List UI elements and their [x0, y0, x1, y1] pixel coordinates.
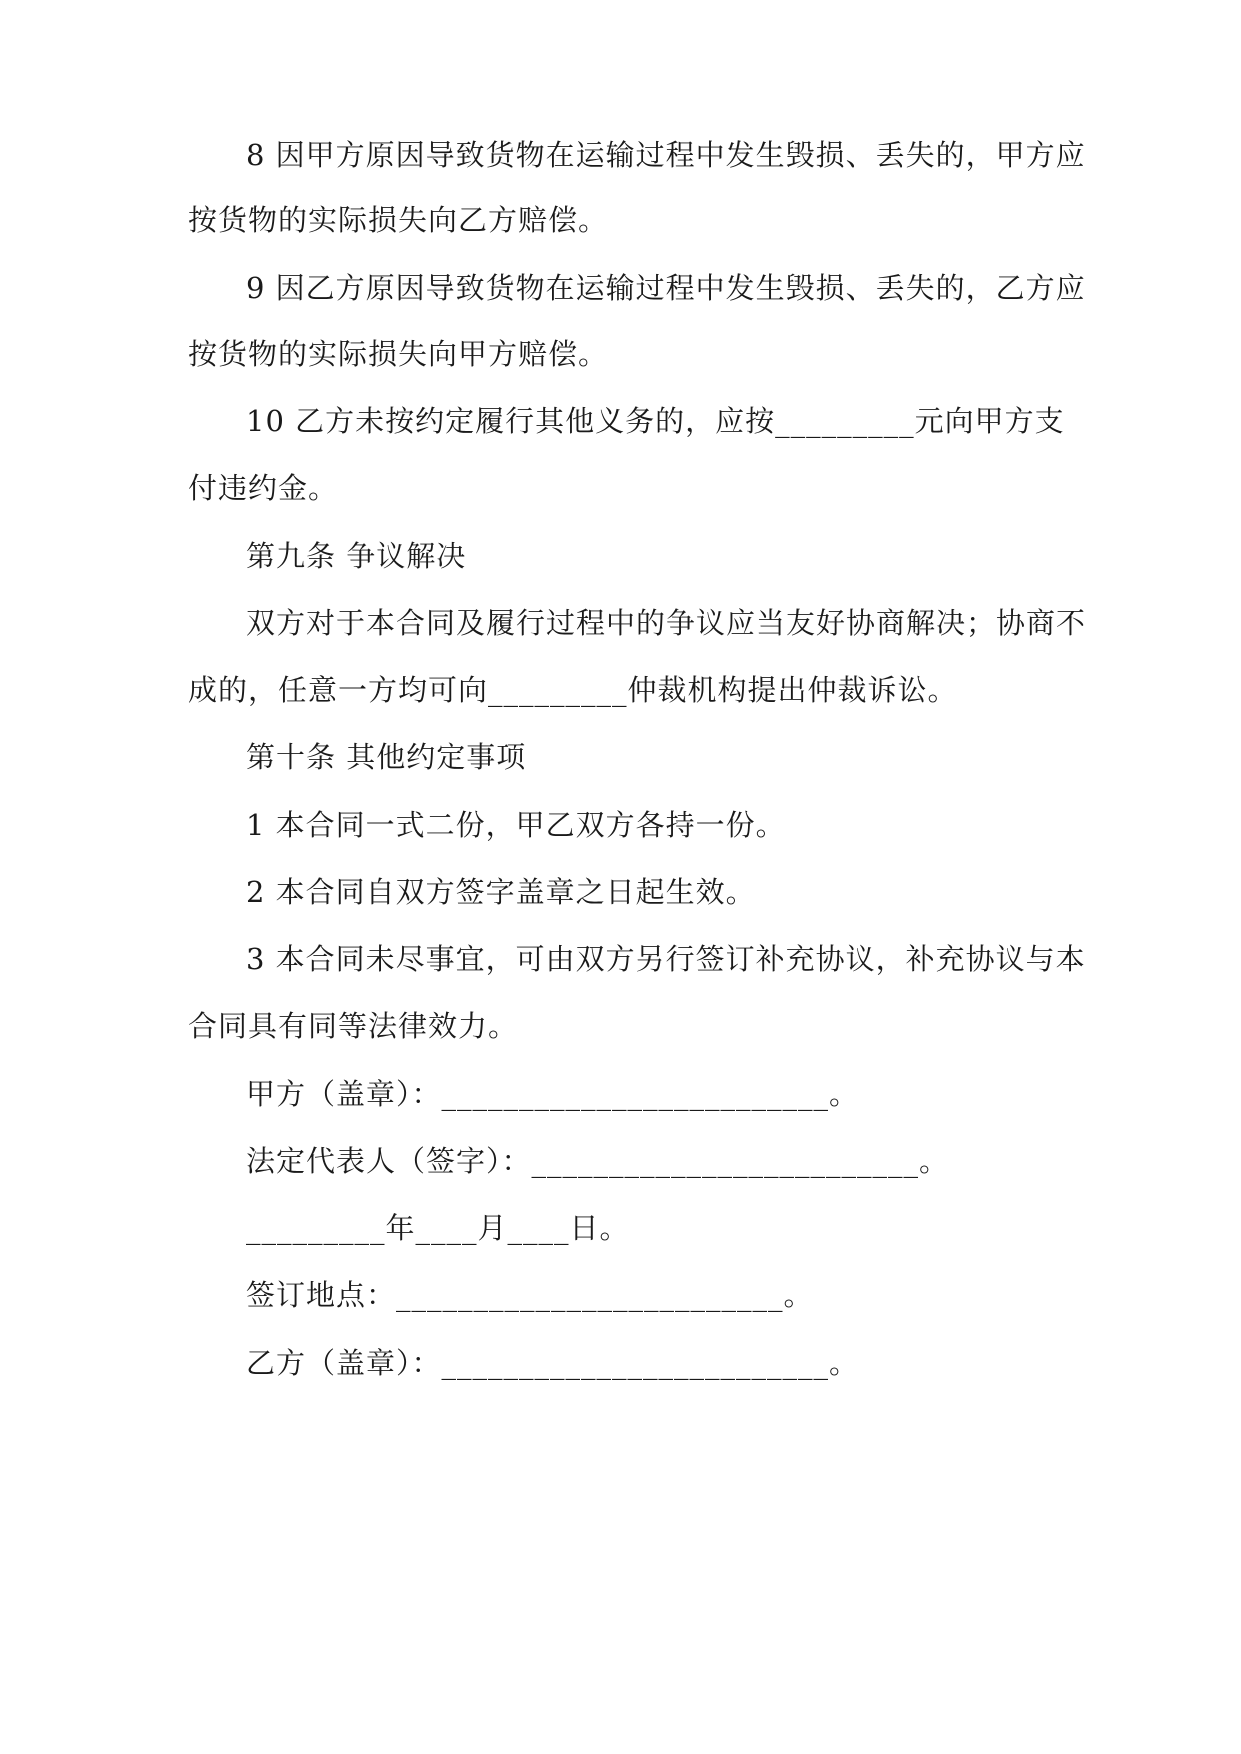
- signing-location-line: 签订地点：_________________________。: [246, 1278, 814, 1312]
- clause-9-line-1: 9 因乙方原因导致货物在运输过程中发生毁损、丢失的，乙方应: [246, 271, 1086, 305]
- clause-10-line-2: 付违约金。: [188, 471, 339, 505]
- article-10-item-1: 1 本合同一式二份，甲乙双方各持一份。: [246, 808, 786, 842]
- clause-9-line-2: 按货物的实际损失向甲方赔偿。: [188, 337, 609, 371]
- party-b-seal-line: 乙方（盖章）：_________________________。: [246, 1346, 860, 1380]
- clause-10-line-1: 10 乙方未按约定履行其他义务的，应按_________元向甲方支: [246, 404, 1065, 438]
- article-10-item-3-line-1: 3 本合同未尽事宜，可由双方另行签订补充协议，补充协议与本: [246, 942, 1086, 976]
- article-9-body-line-2: 成的，任意一方均可向_________仲裁机构提出仲裁诉讼。: [188, 673, 958, 707]
- clause-8-line-1: 8 因甲方原因导致货物在运输过程中发生毁损、丢失的，甲方应: [246, 138, 1086, 172]
- party-a-seal-line: 甲方（盖章）：_________________________。: [246, 1077, 860, 1111]
- article-10-item-2: 2 本合同自双方签字盖章之日起生效。: [246, 875, 756, 909]
- signing-date-line: _________年____月____日。: [246, 1211, 630, 1245]
- article-10-heading: 第十条 其他约定事项: [246, 740, 527, 774]
- clause-8-line-2: 按货物的实际损失向乙方赔偿。: [188, 203, 609, 237]
- legal-representative-signature-line: 法定代表人（签字）：_________________________。: [246, 1144, 950, 1178]
- article-9-body-line-1: 双方对于本合同及履行过程中的争议应当友好协商解决；协商不: [246, 606, 1087, 640]
- article-10-item-3-line-2: 合同具有同等法律效力。: [188, 1009, 519, 1043]
- article-9-heading: 第九条 争议解决: [246, 539, 467, 573]
